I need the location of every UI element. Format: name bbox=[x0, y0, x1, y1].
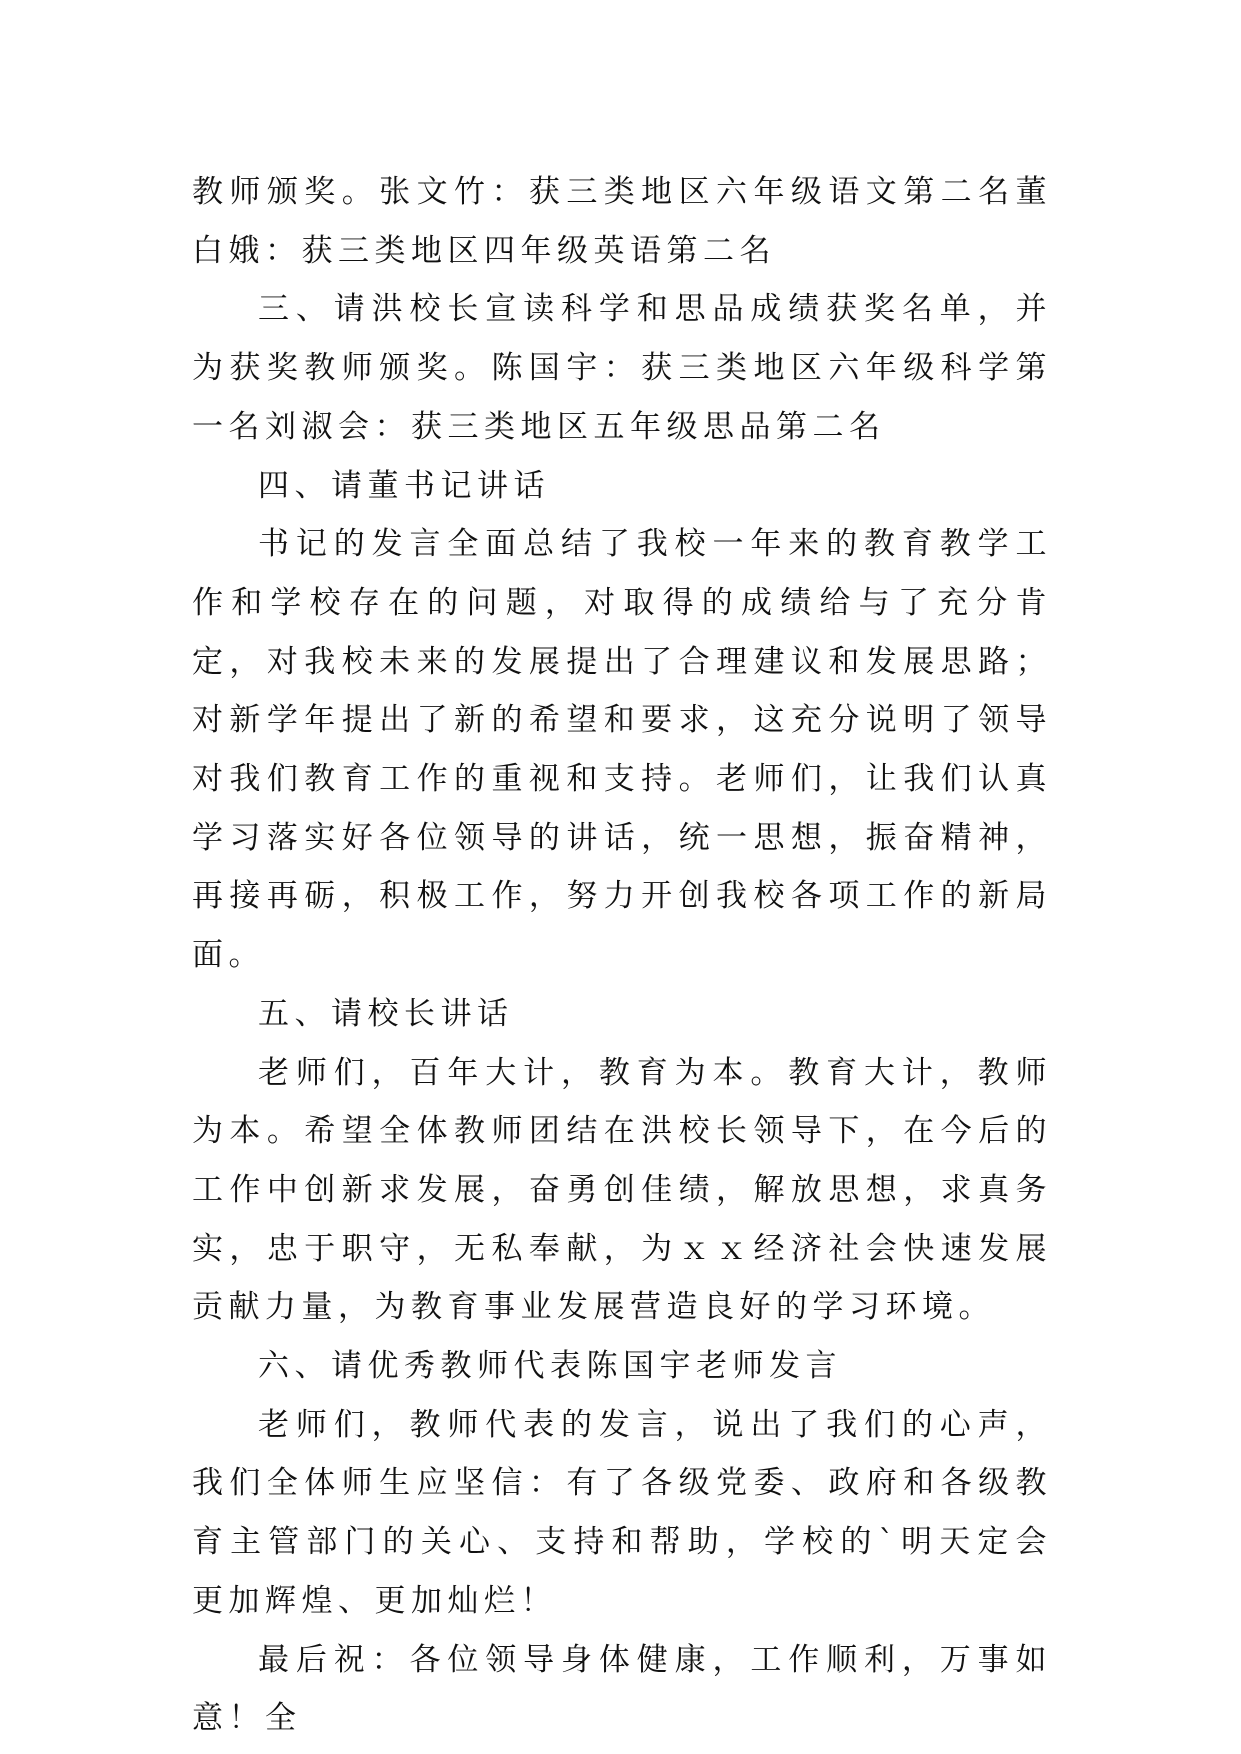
paragraph-science-award: 三、请洪校长宣读科学和思品成绩获奖名单，并为获奖教师颁奖。陈国宇：获三类地区六年级科学第一名刘淑会：获三类地区五年级思品第二名 bbox=[192, 291, 1052, 445]
section-heading-teacher-representative: 六、请优秀教师代表陈国宇老师发言 bbox=[258, 1348, 842, 1385]
section-heading-principal-speech: 五、请校长讲话 bbox=[258, 995, 514, 1032]
paragraph-secretary-summary: 书记的发言全面总结了我校一年来的教育教学工作和学校存在的问题，对取得的成绩给与了充分肯定，对我校未来的发展提出了合理建议和发展思路；对新学年提出了新的希望和要求，这充分说明了领导对我们教育工作的重视和支持。老师们，让我们认真学习落实好各位领导的讲话，统一思想，振奋精神，再接再砺，积极工作，努力开创我校各项工作的新局面。 bbox=[192, 526, 1052, 974]
document-body bbox=[192, 163, 1052, 1748]
section-heading-secretary-speech: 四、请董书记讲话 bbox=[258, 467, 550, 504]
paragraph-principal-summary: 老师们，百年大计，教育为本。教育大计，教师为本。希望全体教师团结在洪校长领导下，在今后的工作中创新求发展，奋勇创佳绩，解放思想，求真务实，忠于职守，无私奉献，为ｘｘ经济社会快速发展贡献力量，为教育事业发展营造良好的学习环境。 bbox=[192, 1054, 1052, 1326]
paragraph-closing-wishes: 最后祝：各位领导身体健康，工作顺利，万事如意！全 bbox=[192, 1641, 1052, 1737]
paragraph-teacher-representative-summary: 老师们，教师代表的发言，说出了我们的心声，我们全体师生应坚信：有了各级党委、政府和各级教育主管部门的关心、支持和帮助，学校的`明天定会更加辉煌、更加灿烂！ bbox=[192, 1406, 1052, 1619]
paragraph-award-chinese-english: 教师颁奖。张文竹：获三类地区六年级语文第二名董白娥：获三类地区四年级英语第二名 bbox=[192, 174, 1052, 269]
